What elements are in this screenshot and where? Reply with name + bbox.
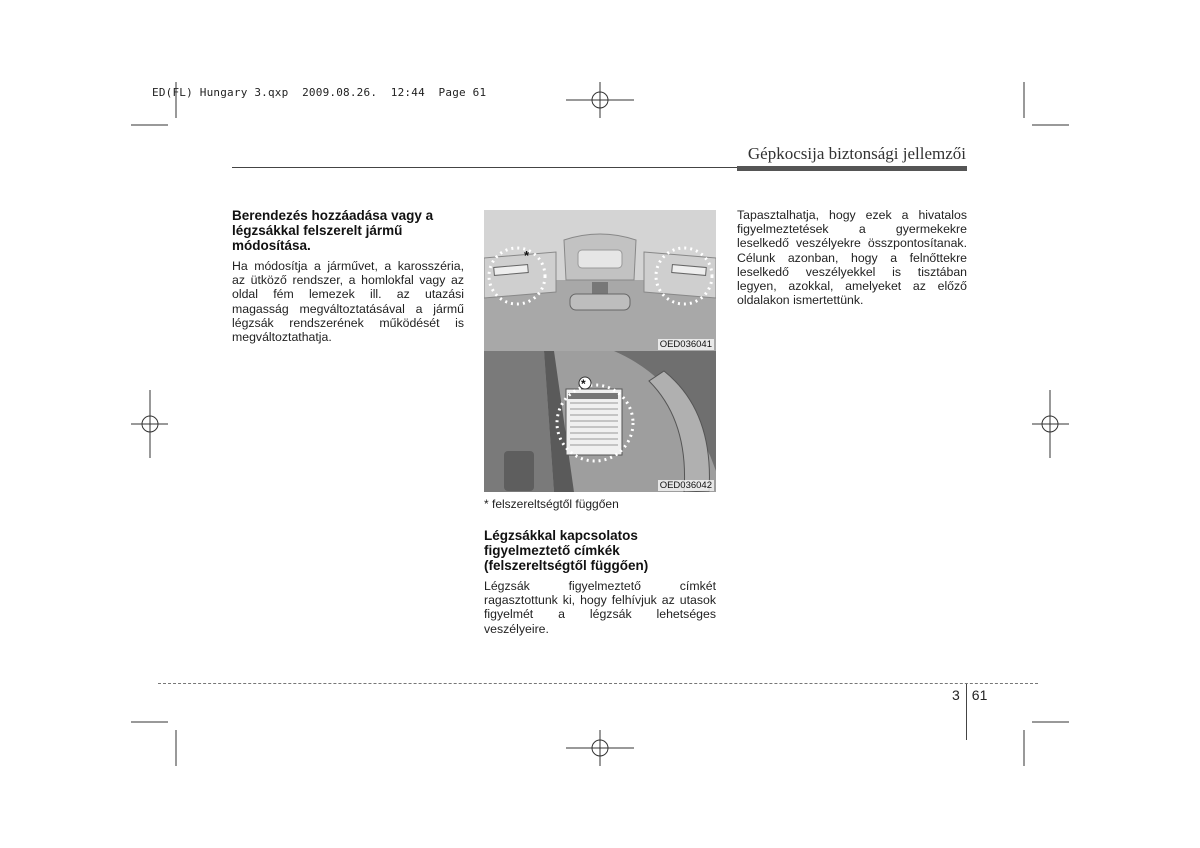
section-number: 3 xyxy=(952,687,960,703)
page-number xyxy=(952,687,987,703)
pillar-label-illustration xyxy=(484,351,716,492)
print-slug: ED(FL) Hungary 3.qxp 2009.08.26. 12:44 Page 61 xyxy=(152,86,487,99)
sun-visor-illustration xyxy=(484,210,716,351)
figure-marker: * xyxy=(581,377,586,391)
page-number-value: 61 xyxy=(971,687,988,703)
figure-code: OED036041 xyxy=(659,339,712,350)
figure-pillar-label xyxy=(484,351,716,492)
header-bar xyxy=(737,166,967,171)
section-modification xyxy=(232,208,464,344)
footnote: * felszereltségtől függően xyxy=(484,497,619,511)
section-body: Tapasztalhatja, hogy ezek a hivatalos figyelmeztetések a gyermekekre leselkedő veszélyekre összpontosítanak. Célunk azonban, hogy a felnőttekre leselkedő veszélyekkel is tisztában legyen, azokkal, amelyeket az előző oldalakon ismertettünk. xyxy=(737,208,967,308)
section-body: Ha módosítja a járművet, a karosszéria, az ütköző rendszer, a homlokfal vagy az oldal fém lemezek ill. az utazási magasság megváltoztatásával a jármű légzsák rendszerének működését is megváltoztathatja. xyxy=(232,259,464,345)
figure-sun-visors xyxy=(484,210,716,351)
section-warnings-note xyxy=(737,208,967,307)
registration-mark-right xyxy=(1032,390,1069,458)
figure-marker: * xyxy=(524,248,530,263)
registration-mark-bottom xyxy=(566,730,634,766)
page-number-separator xyxy=(966,684,967,740)
section-warning-labels xyxy=(484,528,716,636)
section-body: Légzsák figyelmeztető címkét ragasztottunk ki, hogy felhívjuk az utasok figyelmét a légzsák lehetséges veszélyeire. xyxy=(484,579,716,636)
section-heading: Légzsákkal kapcsolatos figyelmeztető címkék (felszereltségtől függően) xyxy=(484,528,649,573)
section-heading: Berendezés hozzáadása vagy a légzsákkal felszerelt jármű módosítása. xyxy=(232,208,434,253)
registration-mark-left xyxy=(131,390,168,458)
figure-code: OED036042 xyxy=(659,480,712,491)
footer-rule xyxy=(158,683,1038,684)
running-header-title: Gépkocsija biztonsági jellemzői xyxy=(747,144,966,163)
registration-mark-top xyxy=(566,82,634,118)
